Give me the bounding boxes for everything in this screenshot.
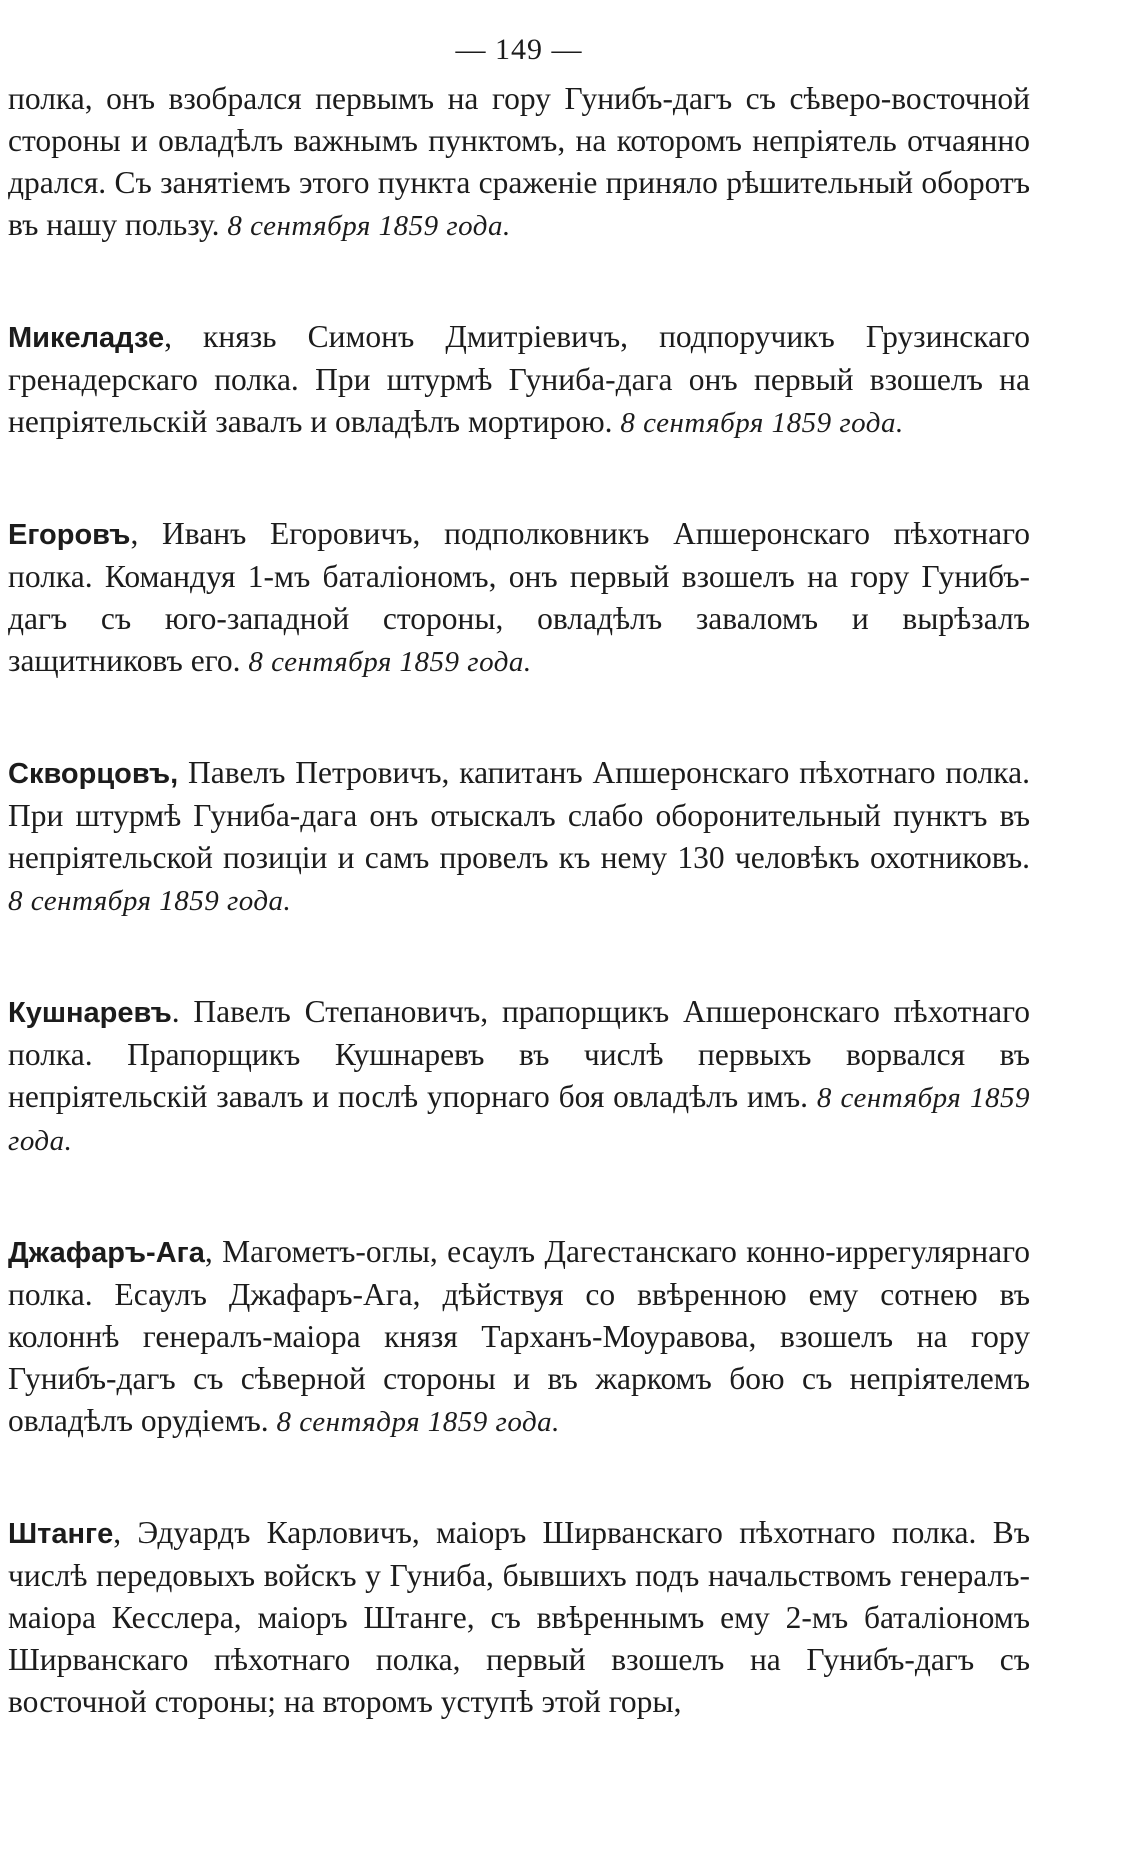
document-page xyxy=(8,30,1030,1723)
page-number: — 149 — xyxy=(455,33,583,66)
entry-name: Егоровъ xyxy=(8,519,131,551)
entry-date: 8 сентября 1859 года. xyxy=(227,210,511,242)
entry-kushnarev xyxy=(8,991,1030,1162)
entry-date: 8 сентядря 1859 года. xyxy=(276,1406,560,1438)
entry-shtange xyxy=(8,1512,1030,1723)
entry-text: . Павелъ Степановичъ, прапорщикъ Апшеронскаго пѣхотнаго полка. Прапорщикъ Кушнаревъ въ числѣ первыхъ ворвался въ непріятельскій завалъ и послѣ упорнаго боя овладѣлъ имъ. xyxy=(8,994,1030,1114)
entry-date: 8 сентября 1859 года. xyxy=(248,646,532,678)
entry-text: , Магометъ-оглы, есаулъ Дагестанскаго конно-иррегулярнаго полка. Есаулъ Джафаръ-Ага, дѣйствуя со ввѣренною ему сотнею въ колоннѣ генералъ-маіора князя Тарханъ-Моуравова, взошелъ на гору Гунибъ-дагъ съ сѣверной стороны и въ жаркомъ бою съ непріятелемъ овладѣлъ орудіемъ. xyxy=(8,1234,1030,1438)
entry-text: , Иванъ Егоровичъ, подполковникъ Апшеронскаго пѣхотнаго полка. Командуя 1-мъ баталіономъ, онъ первый взошелъ на гору Гунибъ-дагъ съ юго-западной стороны, овладѣлъ заваломъ и вырѣзалъ защитниковъ его. xyxy=(8,516,1030,678)
entry-text: полка, онъ взобрался первымъ на гору Гунибъ-дагъ съ сѣверо-восточной стороны и овладѣлъ важнымъ пунктомъ, на которомъ непріятель отчаянно дрался. Съ занятіемъ этого пункта сраженіе приняло рѣшительный оборотъ въ нашу пользу. xyxy=(8,81,1030,242)
entry-name: Скворцовъ, xyxy=(8,758,179,790)
entry-date: 8 сентября 1859 года. xyxy=(8,1082,1030,1157)
entry-text: , Эдуардъ Карловичъ, маіоръ Ширванскаго пѣхотнаго полка. Въ числѣ передовыхъ войскъ у Гуниба, бывшихъ подъ начальствомъ генералъ-маіора Кесслера, маіоръ Штанге, съ ввѣреннымъ ему 2-мъ баталіономъ Ширванскаго пѣхотнаго полка, первый взошелъ на Гунибъ-дагъ съ восточной стороны; на второмъ уступѣ этой горы, xyxy=(8,1515,1030,1719)
entry-mikeladze xyxy=(8,316,1030,444)
entry-dzhafar-aga xyxy=(8,1231,1030,1443)
entry-skvortsov xyxy=(8,752,1030,922)
entry-text: , князь Симонъ Дмитріевичъ, подпоручикъ Грузинскаго гренадерскаго полка. При штурмѣ Гуниба-дага онъ первый взошелъ на непріятельскій завалъ и овладѣлъ мортирою. xyxy=(8,319,1030,439)
entry-name: Микеладзе xyxy=(8,322,165,354)
entry-name: Кушнаревъ xyxy=(8,997,172,1029)
entry-continuation xyxy=(8,78,1030,247)
entry-name: Штанге xyxy=(8,1518,114,1550)
entry-date: 8 сентября 1859 года. xyxy=(620,407,904,439)
entry-text: Павелъ Петровичъ, капитанъ Апшеронскаго пѣхотнаго полка. При штурмѣ Гуниба-дага онъ отыскалъ слабо оборонительный пунктъ въ непріятельской позиціи и самъ провелъ къ нему 130 человѣкъ охотниковъ. xyxy=(8,755,1030,875)
entry-egorov xyxy=(8,513,1030,683)
entry-name: Джафаръ-Ага xyxy=(8,1237,205,1269)
entry-date: 8 сентября 1859 года. xyxy=(8,885,292,917)
